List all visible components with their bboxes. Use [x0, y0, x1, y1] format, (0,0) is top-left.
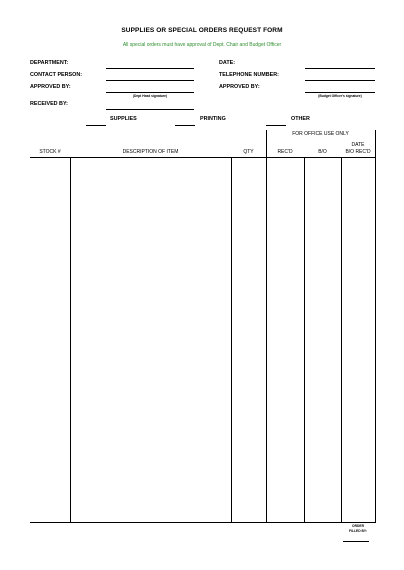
department-field[interactable] [106, 68, 194, 69]
received-by-label: RECEIVED BY: [30, 101, 68, 107]
printing-check-line[interactable] [175, 125, 195, 126]
description-entry-area[interactable] [71, 158, 230, 521]
contact-person-label: CONTACT PERSON: [30, 72, 83, 78]
dept-head-signature-field[interactable] [106, 92, 194, 93]
order-filled-signature-field[interactable] [343, 541, 369, 542]
col-qty-header: QTY [243, 149, 254, 155]
col-divider-qty [266, 157, 267, 522]
approved-by-label-right: APPROVED BY: [219, 84, 260, 90]
col-divider-bo [341, 157, 342, 522]
telephone-number-label: TELEPHONE NUMBER: [219, 72, 279, 78]
received-by-field[interactable] [106, 109, 194, 110]
col-description-header: DESCRIPTION OF ITEM [122, 149, 179, 155]
budget-officer-signature-caption: (Budget Officer's signature) [318, 94, 362, 98]
stock-entry-area[interactable] [30, 158, 70, 521]
telephone-number-field[interactable] [305, 80, 375, 81]
office-use-header: FOR OFFICE USE ONLY [292, 131, 349, 137]
supplies-label: SUPPLIES [110, 116, 137, 122]
col-bo-recd-header: B/O REC'D [345, 149, 371, 155]
other-check-line[interactable] [266, 125, 286, 126]
col-recd-header: REC'D [277, 149, 293, 155]
col-stock-header: STOCK # [39, 149, 61, 155]
order-filled-label-1: ORDER [352, 524, 364, 528]
table-bottom-rule [30, 522, 376, 523]
date-field[interactable] [305, 68, 375, 69]
budget-officer-signature-field[interactable] [305, 92, 375, 93]
other-label: OTHER [291, 116, 310, 122]
col-divider-right [375, 157, 376, 522]
col-divider-description [231, 157, 232, 522]
contact-person-field[interactable] [106, 80, 194, 81]
office-use-right-border [375, 130, 376, 157]
col-divider-recd [304, 157, 305, 522]
approved-by-label-left: APPROVED BY: [30, 84, 71, 90]
order-filled-label-2: FILLED BY: [349, 529, 367, 533]
form-title: SUPPLIES OR SPECIAL ORDERS REQUEST FORM [121, 27, 283, 34]
date-header: DATE [351, 142, 365, 148]
form-subtitle: All special orders must have approval of Dept. Chair and Budget Officer [122, 42, 282, 48]
date-label: DATE: [219, 60, 236, 66]
printing-label: PRINTING [200, 116, 226, 122]
col-bo-header: B/O [318, 149, 327, 155]
supplies-check-line[interactable] [86, 125, 106, 126]
dept-head-signature-caption: (Dept Head signature) [132, 94, 168, 98]
department-label: DEPARTMENT: [30, 60, 69, 66]
